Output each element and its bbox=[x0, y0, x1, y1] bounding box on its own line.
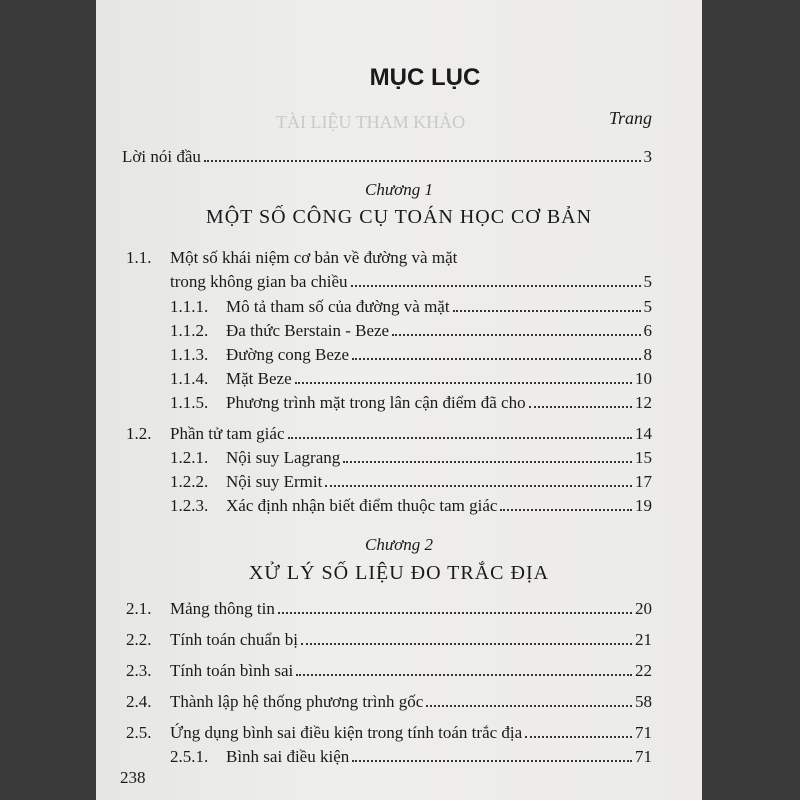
page-title: MỤC LỤC bbox=[369, 64, 481, 91]
toc-entry: 1.1.3. Đường cong Beze 8 bbox=[170, 345, 652, 364]
toc-entry: 1.1.2. Đa thức Berstain - Beze 6 bbox=[170, 321, 652, 340]
toc-entry-foreword: Lời nói đầu 3 bbox=[122, 147, 652, 166]
chapter-name: MỘT SỐ CÔNG CỤ TOÁN HỌC CƠ BẢN bbox=[205, 206, 593, 228]
bleed-through-text: TÀI LIỆU THAM KHẢO bbox=[276, 112, 466, 132]
chapter-name: XỬ LÝ SỐ LIỆU ĐO TRẮC ĐỊA bbox=[248, 562, 550, 584]
toc-entry: 1.1.5. Phương trình mặt trong lân cận điểm đã cho 12 bbox=[170, 393, 652, 412]
toc-entry: 1.1. Một số khái niệm cơ bản về đường và mặt bbox=[126, 248, 458, 267]
page-number: 238 bbox=[120, 768, 146, 787]
toc-entry: 2.5.1. Bình sai điều kiện 71 bbox=[170, 747, 652, 766]
page-column-label: Trang bbox=[608, 108, 652, 128]
toc-entry: 1.2.3. Xác định nhận biết điểm thuộc tam giác 19 bbox=[170, 496, 652, 515]
chapter-heading: Chương 2 bbox=[365, 535, 433, 554]
toc-entry: 2.5. Ứng dụng bình sai điều kiện trong tính toán trắc địa 71 bbox=[126, 723, 652, 742]
toc-entry: 1.1.4. Mặt Beze 10 bbox=[170, 369, 652, 388]
toc-entry: 2.4. Thành lập hệ thống phương trình gốc 58 bbox=[126, 692, 652, 711]
toc-entry: 2.2. Tính toán chuẩn bị 21 bbox=[126, 630, 652, 649]
toc-entry: 2.1. Mảng thông tin 20 bbox=[126, 599, 652, 618]
toc-entry: 2.3. Tính toán bình sai 22 bbox=[126, 661, 652, 680]
book-page bbox=[96, 0, 702, 800]
toc-entry: 1.2.1. Nội suy Lagrang 15 bbox=[170, 448, 652, 467]
toc-entry: trong không gian ba chiều 5 bbox=[170, 272, 652, 291]
toc-entry: 1.2. Phần tử tam giác 14 bbox=[126, 424, 652, 443]
toc-entry: 1.2.2. Nội suy Ermit 17 bbox=[170, 472, 652, 491]
chapter-heading: Chương 1 bbox=[365, 180, 433, 199]
toc-entry: 1.1.1. Mô tả tham số của đường và mặt 5 bbox=[170, 297, 652, 316]
